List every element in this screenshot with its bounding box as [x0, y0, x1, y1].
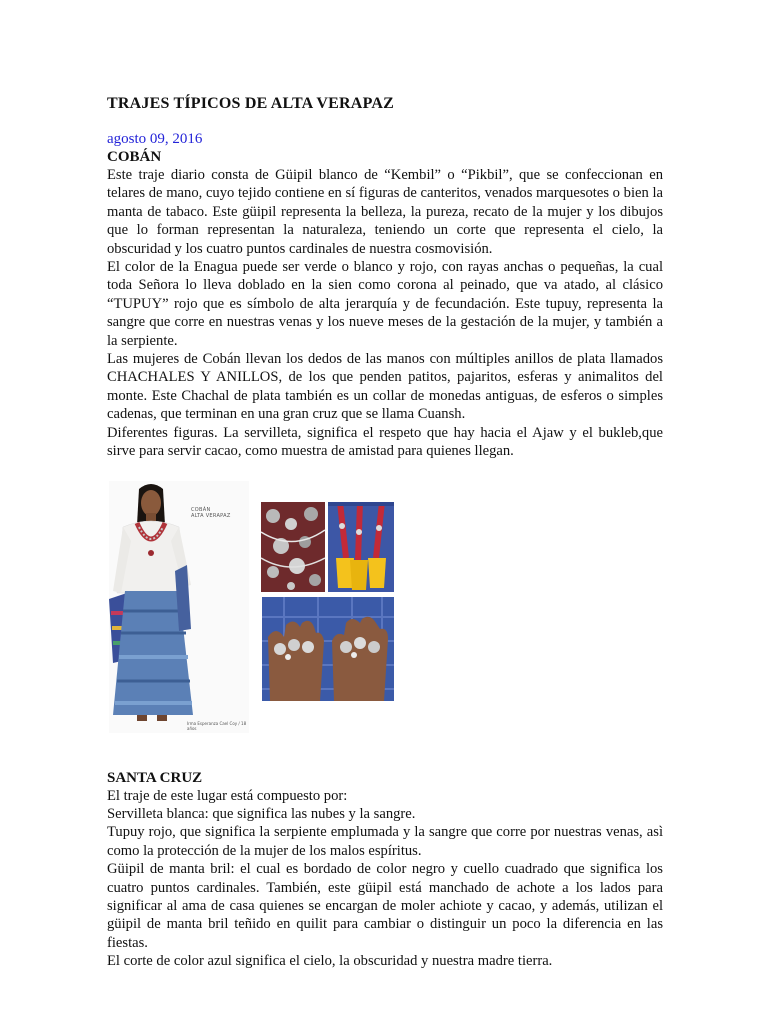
paragraph: Este traje diario consta de Güipil blanco de “Kembil” o “Pikbil”, que se confeccionan en telares de mano, cuyo tejido contiene en sí figuras de canteritos, venados marquesotes o bien la manta de tabaco. Este güipil representa la belleza, la pureza, recato de la mujer y los dibujos que lo forman representan la naturaleza, teniendo un corte que representa el cielo, la obscuridad y los cuatro puntos cardinales de nuestra cosmovisión.: [107, 167, 663, 257]
necklace-tassels-photo: [328, 502, 394, 592]
document-page: [107, 94, 663, 971]
traje-coban-figure: [109, 481, 409, 733]
page-title: TRAJES TÍPICOS DE ALTA VERAPAZ: [107, 95, 394, 112]
figure-credit: Irma Esperanza Cael Coy / 18 años: [187, 720, 247, 731]
section-heading-santa-cruz: SANTA CRUZ: [107, 769, 203, 786]
section-coban: [107, 148, 663, 461]
post-date-link[interactable]: agosto 09, 2016: [107, 131, 203, 147]
silver-jewelry-photo: [261, 502, 325, 592]
paragraph: Las mujeres de Cobán llevan los dedos de las manos con múltiples anillos de plata llamados CHACHALES Y ANILLOS, de los que penden patitos, pajaritos, esferas y animalitos del monte. Este Chachal de plata también es un collar de monedas antiguas, de esferos o simples cadenas, que terminan en una gran cruz que se llama Cuansh.: [107, 351, 663, 423]
section-santa-cruz: [107, 769, 663, 971]
paragraph: El corte de color azul significa el cielo, la obscuridad y nuestra madre tierra.: [107, 953, 553, 970]
paragraph: Güipil de manta bril: el cual es bordado de color negro y cuello cuadrado que significa los cuatro puntos cardinales. También, este güipil está manchado de achote a los lados para significar al ama de casa quienes se encargan de moler achiote y cacao, y además, utilizan el güipil de manta bril teñido en quilit para cambiar o distinguir un poco la diferencia en las fiestas.: [107, 861, 663, 951]
paragraph: Diferentes figuras. La servilleta, significa el respeto que hay hacia el Ajaw y el bukleb,que sirve para servir cacao, como muestra de amistad para quienes llegan.: [107, 424, 663, 460]
paragraph: Tupuy rojo, que significa la serpiente emplumada y la sangre que corre por nuestras venas, asì como la protección de la mujer de los malos espíritus.: [107, 824, 663, 859]
figure-caption-department: ALTA VERAPAZ: [191, 512, 231, 519]
figure-caption-town: COBÁN: [191, 506, 211, 513]
section-heading-coban: COBÁN: [107, 149, 162, 165]
paragraph: El color de la Enagua puede ser verde o blanco y rojo, con rayas anchas o pequeñas, la cual toda Señora lo lleva doblado en la sien como corona al peinado, que va atado, al clásico “TUPUY” rojo que es símbolo de alta jerarquía y de fecundación. Este tupuy, representa la sangre que corre en nuestras venas y los nueve meses de la gestación de la mujer, y también a la serpiente.: [107, 259, 663, 349]
paragraph: Servilleta blanca: que significa las nubes y la sangre.: [107, 805, 416, 822]
woman-photo-panel: [109, 481, 249, 733]
hands-with-rings-photo: [262, 597, 394, 701]
paragraph: El traje de este lugar está compuesto por:: [107, 787, 348, 804]
